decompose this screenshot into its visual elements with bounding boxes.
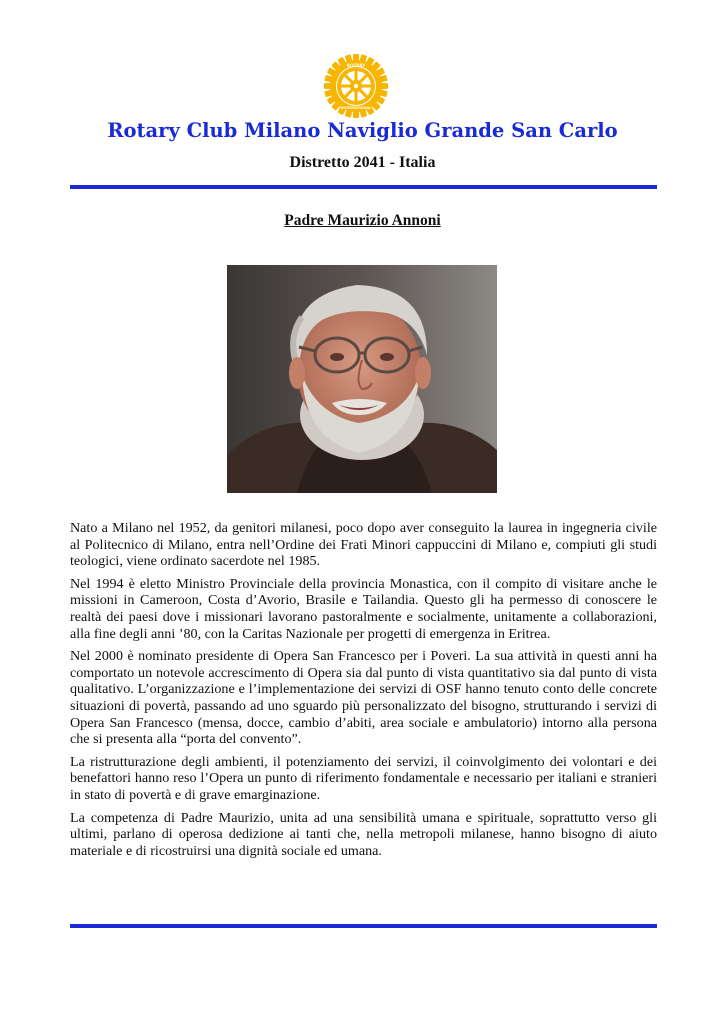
- paragraph-1: Nato a Milano nel 1952, da genitori milanesi, poco dopo aver conseguito la laurea in ingegneria civile al Politecnico di Milano, entra nell’Ordine dei Frati Minori cappuccini di Milano e, compiuti gli studi teologici, viene ordinato sacerdote nel 1985.: [70, 520, 657, 570]
- club-title: Rotary Club Milano Naviglio Grande San Carlo: [107, 119, 618, 142]
- footer-divider: [70, 924, 657, 928]
- person-name-heading: [0, 212, 725, 230]
- logo-text-bottom: INTERNATIONAL: [340, 106, 372, 110]
- paragraph-5: La competenza di Padre Maurizio, unita ad una sensibilità umana e spirituale, soprattutto verso gli ultimi, parlano di operosa dedizione ai tanti che, nella metropoli milanese, hanno bisogno di aiuto materiale e di ricostruirsi una dignità sociale ed umana.: [70, 809, 657, 859]
- portrait-image: [227, 265, 497, 493]
- paragraph-2: Nel 1994 è eletto Ministro Provinciale della provincia Monastica, con il compito di visitare anche le missioni in Cameroon, Costa d’Avorio, Brasile e Tailandia. Questo gli ha permesso di conoscere le realtà dei paesi dove i missionari lavorano pastoralmente e socialmente, unitamente a collaborazioni, alla fine degli anni ’80, con la Caritas Nazionale per progetti di emergenza in Eritrea.: [70, 575, 657, 642]
- header-divider: [70, 185, 657, 189]
- portrait-photo: [227, 265, 497, 493]
- district-subtitle: Distretto 2041 - Italia: [289, 154, 436, 171]
- biography-text: [70, 520, 657, 865]
- rotary-wheel-icon: [324, 54, 388, 118]
- paragraph-4: La ristrutturazione degli ambienti, il potenziamento dei servizi, il coinvolgimento dei volontari e dei benefattori hanno reso l’Opera un punto di riferimento fondamentale e necessario per italiani e stranieri in stato di povertà e di grave emarginazione.: [70, 753, 657, 803]
- paragraph-3: Nel 2000 è nominato presidente di Opera San Francesco per i Poveri. La sua attività in questi anni ha comportato un notevole accrescimento di Opera sia dal punto di vista quantitativo sia dal punto di vista qualitativo. L’organizzazione e l’implementazione dei servizi di OSF hanno tenuto conto delle concrete situazioni di povertà, passando ad uno sguardo più personalizzato del bisogno, strutturando i servizi di Opera San Francesco (mensa, docce, cambio d’abiti, area sociale e ambulatorio) intorno alla persona che si presenta alla “porta del convento”.: [70, 648, 657, 748]
- logo-text-top: ROTARY: [346, 63, 366, 68]
- person-name: Padre Maurizio Annoni: [284, 212, 441, 229]
